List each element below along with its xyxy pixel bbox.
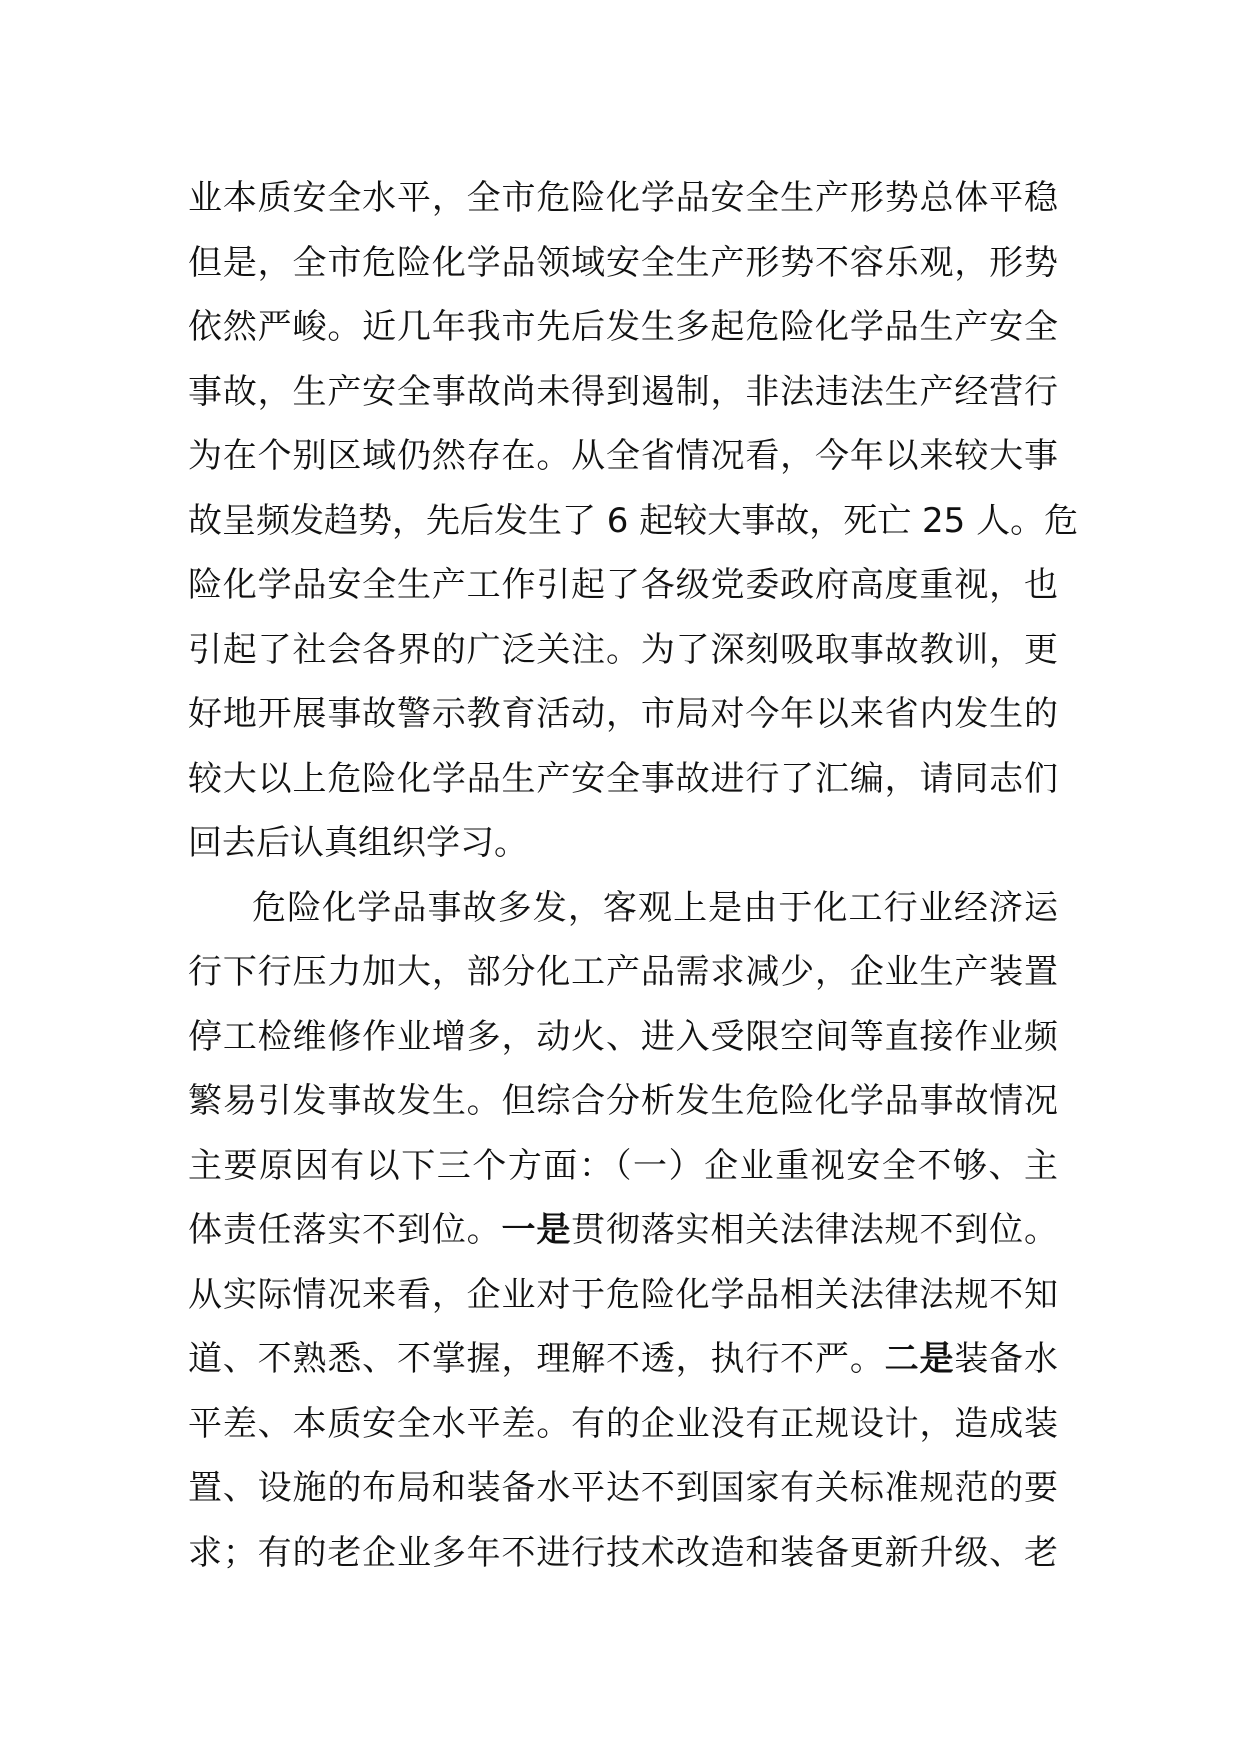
text-segment: 贯彻落实相关法律法规不到位。 [571, 1210, 1059, 1250]
text-segment: 从实际情况来看，企业对于危险化学品相关法律法规不知 [188, 1274, 1058, 1315]
text-line [188, 1198, 1058, 1263]
text-segment: 较大以上危险化学品生产安全事故进行了汇编，请同志们 [188, 758, 1058, 799]
text-line [188, 618, 1058, 683]
text-segment: 行下行压力加大，部分化工产品需求减少，企业生产装置 [188, 952, 1058, 992]
text-segment: 平差、本质安全水平差。有的企业没有正规设计，造成装 [188, 1403, 1058, 1444]
text-segment: 繁易引发事故发生。但综合分析发生危险化学品事故情况 [188, 1081, 1058, 1121]
text-line [188, 1005, 1058, 1070]
text-segment: 道、不熟悉、不掌握，理解不透，执行不严。 [188, 1339, 885, 1379]
bold-marker: 二是 [884, 1339, 955, 1379]
text-segment: 故呈频发趋势，先后发生了 6 起较大事故，死亡 25 人。危 [188, 500, 1079, 541]
text-line [188, 360, 1058, 425]
text-line [188, 1392, 1058, 1457]
text-line [188, 1069, 1058, 1134]
text-segment: 危险化学品事故多发，客观上是由于化工行业经济运 [252, 887, 1058, 928]
text-segment: 引起了社会各界的广泛关注。为了深刻吸取事故教训，更 [188, 629, 1058, 670]
text-segment: 停工检维修作业增多，动火、进入受限空间等直接作业频 [188, 1016, 1058, 1057]
text-segment: 回去后认真组织学习。 [188, 823, 528, 863]
text-segment: 体责任落实不到位。 [188, 1210, 502, 1250]
body-text [188, 166, 1079, 1585]
text-line [188, 1134, 1058, 1199]
text-line [188, 553, 1058, 618]
text-line [188, 811, 1058, 876]
text-segment: 求；有的老企业多年不进行技术改造和装备更新升级、老 [188, 1532, 1058, 1573]
text-line [188, 166, 1058, 231]
text-segment: 依然严峻。近几年我市先后发生多起危险化学品生产安全 [188, 307, 1058, 347]
text-line [188, 1263, 1058, 1328]
bold-marker: 一是 [501, 1210, 572, 1250]
text-line [188, 747, 1058, 812]
text-line [188, 1327, 1058, 1392]
text-segment: 置、设施的布局和装备水平达不到国家有关标准规范的要 [188, 1468, 1058, 1508]
text-line [188, 489, 1079, 554]
text-line [188, 424, 1058, 489]
text-segment: 但是，全市危险化学品领域安全生产形势不容乐观，形势 [188, 242, 1058, 283]
text-segment: 事故，生产安全事故尚未得到遏制，非法违法生产经营行 [188, 371, 1058, 412]
text-segment: 装备水 [954, 1339, 1059, 1379]
text-line [188, 1521, 1058, 1586]
text-segment: 主要原因有以下三个方面：（一）企业重视安全不够、主 [188, 1145, 1058, 1186]
text-line [188, 940, 1058, 1005]
text-line [188, 1456, 1058, 1521]
text-line [188, 231, 1058, 296]
text-segment: 险化学品安全生产工作引起了各级党委政府高度重视，也 [188, 565, 1058, 605]
text-line [188, 876, 1058, 941]
text-line [188, 295, 1058, 360]
text-segment: 业本质安全水平，全市危险化学品安全生产形势总体平稳 [188, 178, 1058, 218]
text-segment: 好地开展事故警示教育活动，市局对今年以来省内发生的 [188, 694, 1058, 734]
text-segment: 为在个别区域仍然存在。从全省情况看，今年以来较大事 [188, 436, 1058, 476]
text-line [188, 682, 1058, 747]
